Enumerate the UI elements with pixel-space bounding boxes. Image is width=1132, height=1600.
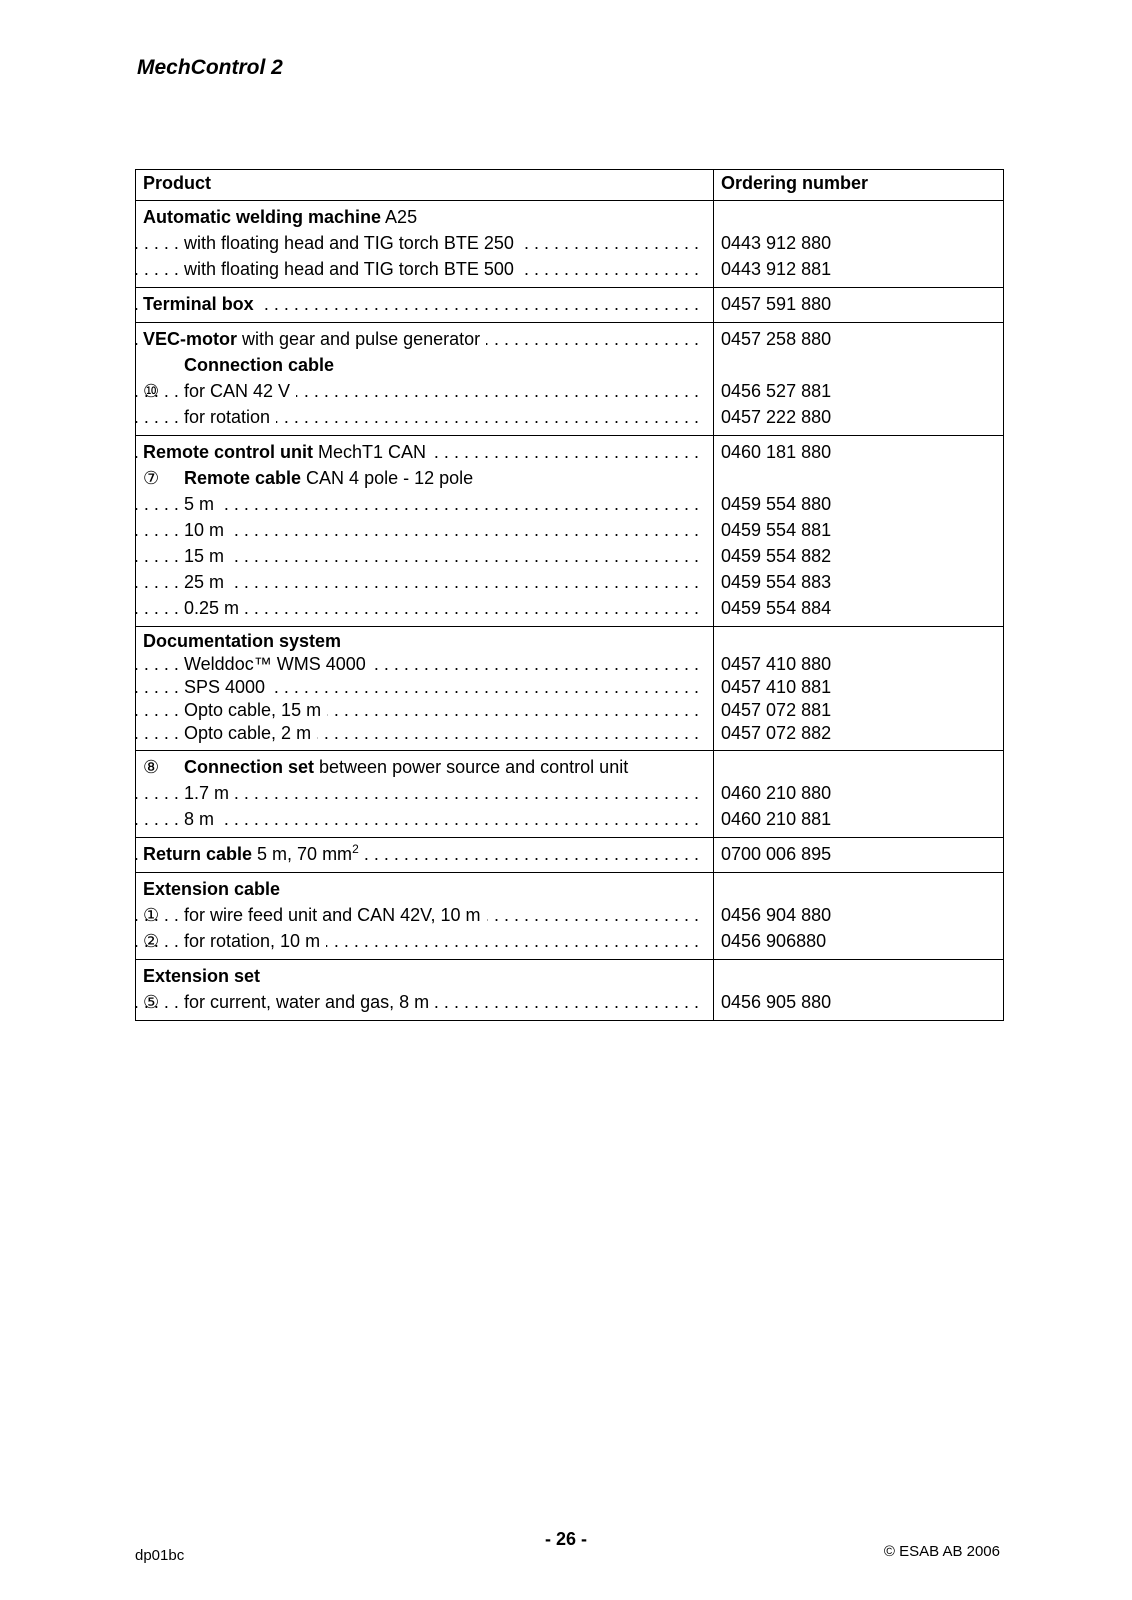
ordering-cell [714, 436, 1004, 627]
product-cell [136, 201, 714, 288]
ordering-number: 0457 222 880 [721, 407, 832, 427]
product-cell [136, 627, 714, 751]
ordering-number: 0459 554 884 [721, 598, 832, 618]
ordering-table [135, 169, 1004, 1021]
callout-marker: ⑦ [143, 468, 160, 488]
product-cell [136, 751, 714, 838]
ordering-number: 0460 210 881 [721, 809, 832, 829]
table-header-row [136, 170, 1004, 201]
callout-marker: ⑧ [143, 757, 160, 777]
callout-marker: ① [143, 905, 160, 925]
table-row [136, 838, 1004, 873]
ordering-number: 0460 210 880 [721, 783, 832, 803]
group-title-detail: 5 m, 70 mm [252, 844, 353, 864]
table-row [136, 627, 1004, 751]
product-label: Opto cable, 15 m [184, 700, 327, 720]
product-label: 10 m [184, 520, 230, 540]
product-label: for rotation, 10 m [184, 931, 326, 951]
copyright: © ESAB AB 2006 [883, 1543, 1000, 1560]
document-code: dp01bc [135, 1547, 185, 1564]
product-cell [136, 960, 714, 1021]
group-title-detail: between power source and control unit [314, 757, 629, 777]
product-label: 8 m [184, 809, 220, 829]
column-header-ordering-number: Ordering number [714, 170, 1004, 201]
ordering-number: 0457 072 881 [721, 700, 832, 720]
ordering-cell [714, 201, 1004, 288]
group-title: Automatic welding machine [143, 207, 382, 227]
ordering-number: 0459 554 883 [721, 572, 832, 592]
subgroup-title-detail: CAN 4 pole - 12 pole [301, 468, 474, 488]
product-cell [136, 288, 714, 323]
group-title: Remote control unit [143, 442, 313, 462]
product-label: 5 m [184, 494, 220, 514]
ordering-cell [714, 323, 1004, 436]
ordering-number: 0457 072 882 [721, 723, 832, 743]
page-title: MechControl 2 [137, 56, 283, 79]
callout-marker: ② [143, 931, 160, 951]
table-row [136, 288, 1004, 323]
ordering-number: 0459 554 882 [721, 546, 832, 566]
superscript: 2 [352, 842, 359, 856]
ordering-cell [714, 873, 1004, 960]
ordering-number: 0459 554 881 [721, 520, 832, 540]
callout-marker: ⑤ [143, 992, 160, 1012]
ordering-number: 0443 912 880 [721, 233, 832, 253]
product-label: 0.25 m [184, 598, 245, 618]
product-label: for rotation [184, 407, 276, 427]
product-label: 1.7 m [184, 783, 235, 803]
product-cell [136, 323, 714, 436]
product-cell [136, 873, 714, 960]
column-header-product: Product [136, 170, 714, 201]
ordering-cell [714, 288, 1004, 323]
ordering-cell [714, 751, 1004, 838]
table-row [136, 960, 1004, 1021]
ordering-number: 0457 410 880 [721, 654, 832, 674]
subgroup-title: Remote cable [184, 468, 302, 488]
ordering-number: 0456 905 880 [721, 992, 832, 1012]
table-row [136, 323, 1004, 436]
product-cell [136, 436, 714, 627]
group-title: Terminal box [143, 294, 260, 314]
table-row [136, 201, 1004, 288]
ordering-number: 0700 006 895 [721, 844, 832, 864]
product-label: for CAN 42 V [184, 381, 296, 401]
ordering-number: 0456 906880 [721, 931, 827, 951]
ordering-number: 0460 181 880 [721, 442, 832, 462]
table-row [136, 751, 1004, 838]
ordering-number: 0459 554 880 [721, 494, 832, 514]
product-label: with floating head and TIG torch BTE 250 [184, 233, 520, 253]
product-label: with floating head and TIG torch BTE 500 [184, 259, 520, 279]
ordering-cell [714, 627, 1004, 751]
callout-marker: ⑩ [143, 381, 160, 401]
group-title: Connection set [184, 757, 315, 777]
ordering-number: 0457 258 880 [721, 329, 832, 349]
ordering-cell [714, 838, 1004, 873]
group-title: VEC-motor [143, 329, 237, 349]
product-label: 25 m [184, 572, 230, 592]
ordering-number: 0456 904 880 [721, 905, 832, 925]
ordering-number: 0456 527 881 [721, 381, 832, 401]
table-row [136, 873, 1004, 960]
group-title-detail: MechT1 CAN [313, 442, 427, 462]
product-label: Welddoc™ WMS 4000 [184, 654, 372, 674]
group-title-detail: with gear and pulse generator [237, 329, 481, 349]
product-label: Opto cable, 2 m [184, 723, 317, 743]
ordering-number: 0443 912 881 [721, 259, 832, 279]
ordering-cell [714, 960, 1004, 1021]
ordering-number: 0457 410 881 [721, 677, 832, 697]
page-number: - 26 - [544, 1529, 587, 1549]
group-title: Documentation system [143, 631, 342, 651]
group-title: Extension cable [143, 879, 281, 899]
subgroup-title: Connection cable [184, 355, 335, 375]
product-label: 15 m [184, 546, 230, 566]
group-title-detail: A25 [381, 207, 418, 227]
table-row [136, 436, 1004, 627]
product-label: for current, water and gas, 8 m [184, 992, 435, 1012]
group-title: Extension set [143, 966, 261, 986]
group-title: Return cable [143, 844, 253, 864]
ordering-number: 0457 591 880 [721, 294, 832, 314]
product-label: for wire feed unit and CAN 42V, 10 m [184, 905, 487, 925]
product-label: SPS 4000 [184, 677, 271, 697]
product-cell [136, 838, 714, 873]
